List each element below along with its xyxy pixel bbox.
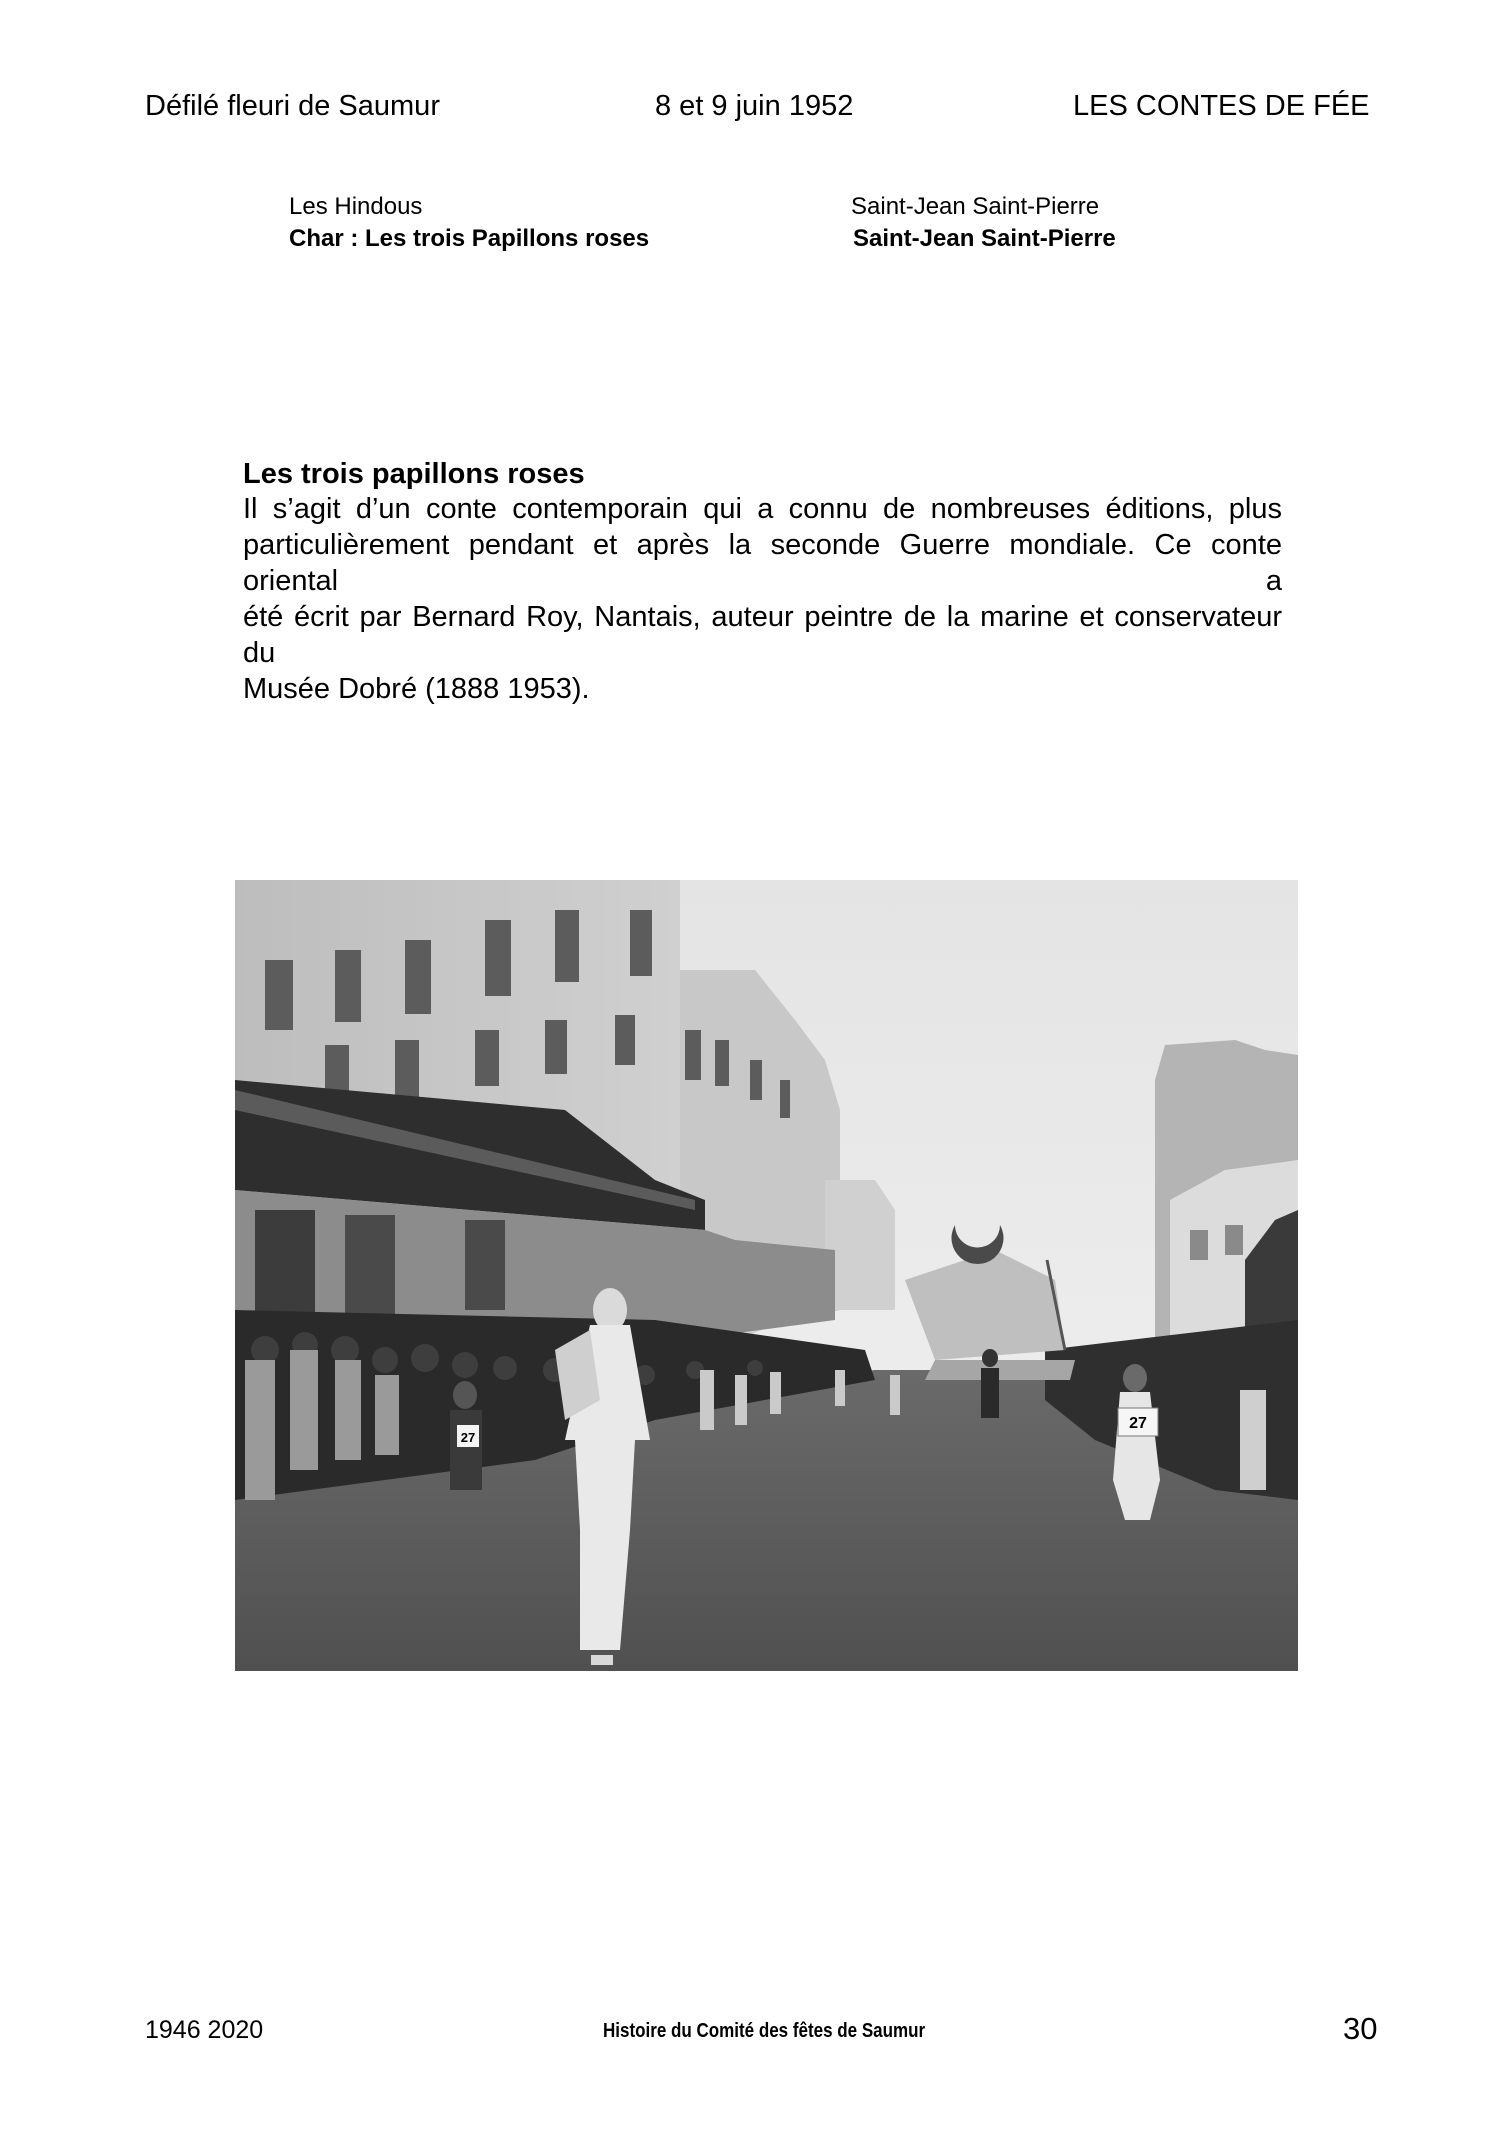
footer-years: 1946 2020 [145, 2016, 264, 2044]
section-line: été écrit par Bernard Roy, Nantais, auteur peintre de la marine et conservateur du [243, 601, 1282, 669]
section-line: Musée Dobré (1888 1953). [243, 673, 590, 705]
footer-title: Histoire du Comité des fêtes de Saumur [603, 2020, 926, 2042]
section-body [243, 491, 1282, 707]
header-date: 8 et 9 juin 1952 [655, 90, 854, 122]
parade-photo [235, 880, 1298, 1671]
entry-group: Les Hindous [289, 193, 423, 220]
section-line: Il s’agit d’un conte contemporain qui a connu de nombreuses éditions, plus [243, 493, 1282, 525]
entry-sponsor-bold: Saint-Jean Saint-Pierre [853, 225, 1116, 252]
section-title: Les trois papillons roses [243, 458, 585, 490]
entry-sponsor: Saint-Jean Saint-Pierre [851, 193, 1100, 220]
header-left: Défilé fleuri de Saumur [145, 90, 440, 122]
page-number: 30 [1343, 2011, 1378, 2046]
badge-right-number: 27 [1129, 1415, 1147, 1432]
badge-left-number: 27 [460, 1430, 476, 1445]
header-right: LES CONTES DE FÉE [1073, 90, 1370, 122]
section-line: particulièrement pendant et après la seconde Guerre mondiale. Ce conte oriental a [243, 529, 1282, 597]
entry-char: Char : Les trois Papillons roses [289, 225, 650, 252]
